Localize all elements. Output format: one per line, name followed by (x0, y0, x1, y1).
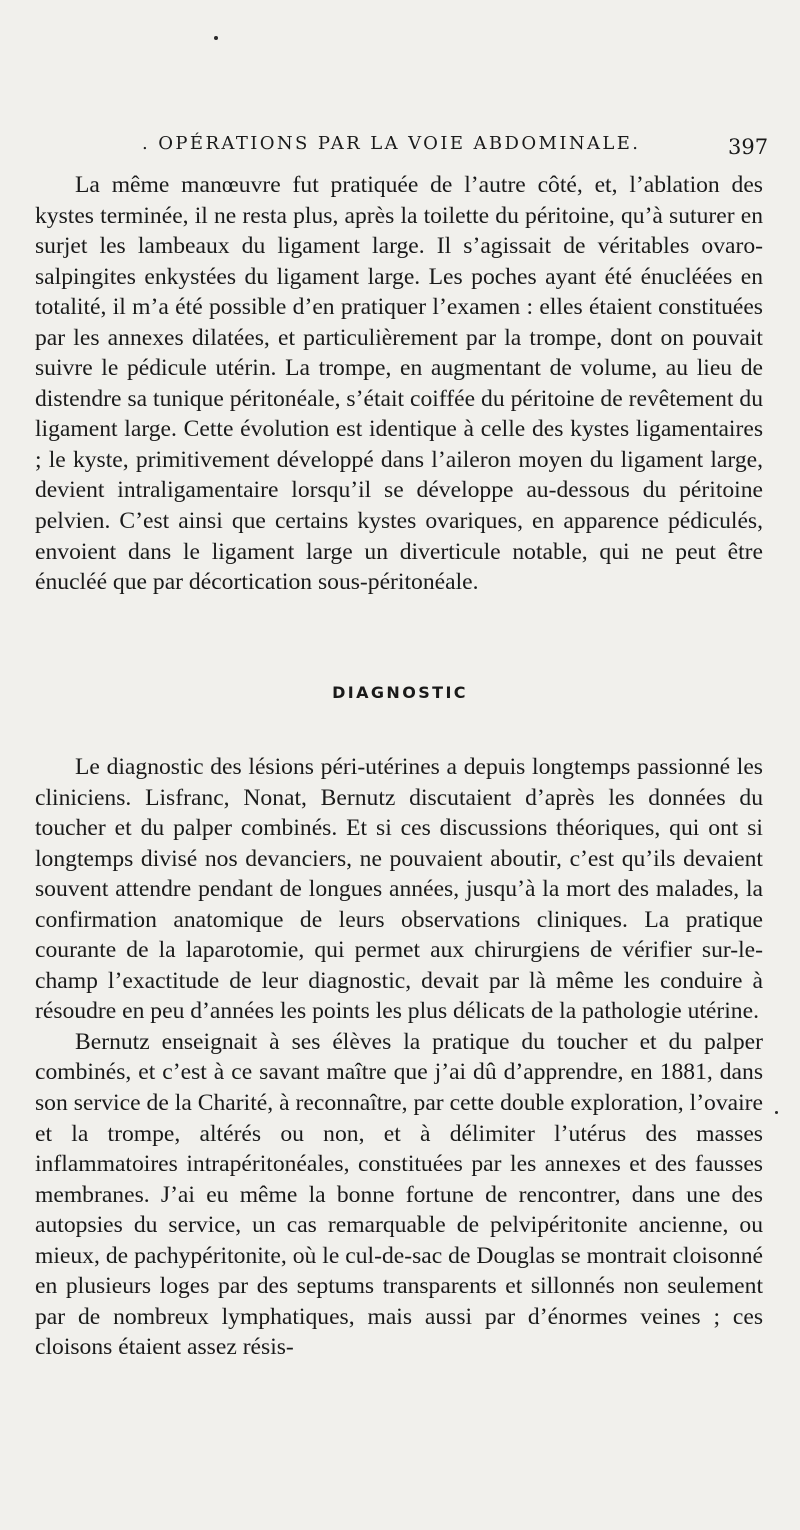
body-text-bottom (35, 752, 763, 1363)
print-speck (214, 36, 218, 40)
paragraph: La même manœuvre fut pratiquée de l’autre côté, et, l’ablation des kystes terminée, il ne resta plus, après la toilette du péritoine, qu’à suturer en surjet les lambeaux du ligament large. Il s’agissait de véritables ovaro-salpingites enkystées du ligament large. Les poches ayant été énucléées en totalité, il m’a été possible d’en pratiquer l’examen : elles étaient constituées par les annexes dilatées, et particulièrement par la trompe, dont on pouvait suivre le pédicule utérin. La trompe, en augmentant de volume, au lieu de distendre sa tunique péritonéale, s’était coiffée du péritoine de revêtement du ligament large. Cette évolution est identique à celle des kystes ligamentaires ; le kyste, primitivement développé dans l’aileron moyen du ligament large, devient intraligamentaire lorsqu’il se développe au-dessous du péritoine pelvien. C’est ainsi que certains kystes ovariques, en apparence pédiculés, envoient dans le ligament large un diverticule notable, qui ne peut être énucléé que par décortication sous-péritonéale. (35, 172, 763, 596)
body-text-top (35, 170, 763, 598)
running-title: . OPÉRATIONS PAR LA VOIE ABDOMINALE. (142, 133, 641, 154)
paragraph: Le diagnostic des lésions péri-utérines a depuis longtemps passionné les cliniciens. Lisfranc, Nonat, Bernutz discutaient d’après les données du toucher et du palper combinés. Et si ces discussions théoriques, qui ont si longtemps divisé nos devanciers, ne pouvaient aboutir, c’est qu’ils devaient souvent attendre pendant de longues années, jusqu’à la mort des malades, la confirmation anatomique de leurs observations cliniques. La pratique courante de la laparotomie, qui permet aux chirurgiens de vérifier sur-le-champ l’exactitude de leur diagnostic, devait par là même les conduire à résoudre en peu d’années les points les plus délicats de la pathologie utérine. (35, 754, 763, 1025)
running-header (0, 133, 800, 165)
paragraph: Bernutz enseignait à ses élèves la pratique du toucher et du palper combinés, et c’est à ce savant maître que j’ai dû d’apprendre, en 1881, dans son service de la Charité, à reconnaître, par cette double exploration, l’ovaire et la trompe, altérés ou non, et à délimiter l’utérus des masses inflammatoires intrapéritonéales, constituées par les annexes et des fausses membranes. J’ai eu même la bonne fortune de rencontrer, dans une des autopsies du service, un cas remarquable de pelvipéritonite ancienne, ou mieux, de pachypéritonite, où le cul-de-sac de Douglas se montrait cloisonné en plusieurs loges par des septums transparents et sillonnés non seulement par de nombreux lymphatiques, mais aussi par d’énormes veines ; ces cloisons étaient assez résis- (35, 1028, 763, 1361)
page-number: 397 (728, 135, 769, 159)
section-heading: DIAGNOSTIC (332, 683, 468, 702)
print-speck (775, 1111, 778, 1114)
